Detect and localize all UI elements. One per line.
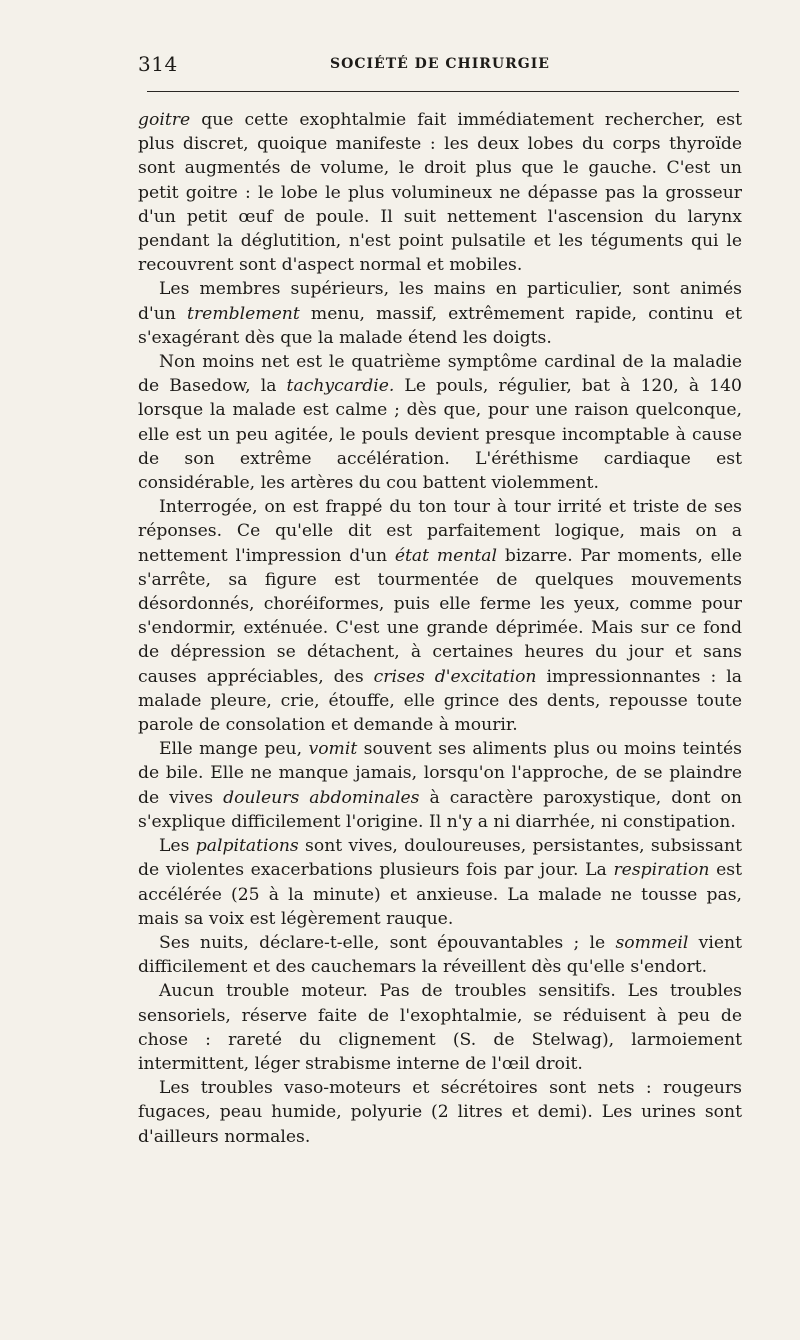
paragraph: [138, 108, 742, 277]
paragraph: [138, 737, 742, 834]
text-run: Elle mange peu,: [159, 739, 309, 760]
text-run: sont vives, douloureuses, persistantes, subsissant de violentes exacerbations plusieurs fois par jour. La: [138, 836, 742, 881]
text-run: vient difficilement et des cauchemars la réveillent dès qu'elle s'endort.: [138, 932, 742, 978]
text-run: Les troubles vaso-moteurs et sécrétoires sont nets : rougeurs fugaces, peau humide, polyurie (2 litres et demi). Les urines sont d'ailleurs normales.: [138, 1078, 742, 1147]
text-run: Le pouls, régulier, bat à 120, à 140 lorsque la malade est calme ; dès que, pour une raison quelconque, elle est un peu agitée, le pouls devient presque incomptable à cause de son extrême accélération. L'éréthisme cardiaque est considérable, les artères du cou battent violemment.: [138, 376, 742, 494]
paragraph: [138, 350, 742, 495]
italic-term: tremblement: [187, 303, 300, 324]
italic-term: état mental: [394, 545, 498, 566]
text-run: Les: [159, 836, 196, 857]
paragraph: [138, 979, 742, 1076]
italic-term: crises d'excitation: [373, 666, 537, 687]
text-run: Les membres supérieurs, les mains en particulier, sont animés d'un: [138, 279, 742, 324]
paragraph: [138, 834, 742, 931]
italic-term: douleurs abdominales: [223, 787, 420, 808]
text-run: est accélérée (25 à la minute) et anxieuse. La malade ne tousse pas, mais sa voix est légèrement rauque.: [138, 860, 742, 929]
italic-term: goitre: [138, 110, 191, 130]
paragraph: [138, 1076, 742, 1149]
text-run: à caractère paroxystique, dont on s'explique difficilement l'origine. Il n'y a ni diarrhée, ni constipation.: [138, 787, 742, 832]
italic-term: palpitations: [195, 836, 299, 857]
body-text: [138, 108, 742, 1149]
italic-term: sommeil: [615, 932, 689, 953]
running-head: SOCIÉTÉ DE CHIRURGIE: [330, 56, 550, 72]
paragraph: [138, 277, 742, 350]
text-run: Interrogée, on est frappé du ton tour à tour irrité et triste de ses réponses. Ce qu'elle dit est parfaitement logique, mais on a nettement l'impression d'un: [138, 497, 742, 566]
paragraph: [138, 931, 742, 979]
page-header: [138, 52, 742, 80]
text-run: Ses nuits, déclare-t-elle, sont épouvantables ; le: [159, 932, 616, 953]
italic-term: tachycardie.: [286, 376, 395, 397]
text-run: menu, massif, extrêmement rapide, continu et s'exagérant dès que la malade étend les doigts.: [138, 303, 742, 348]
page-number: 314: [138, 52, 178, 76]
italic-term: vomit: [308, 739, 358, 760]
text-run: Aucun trouble moteur. Pas de troubles sensitifs. Les troubles sensoriels, réserve faite de l'exophtalmie, se réduisent à peu de chose : rareté du clignement (S. de Stelwag), larmoiement intermittent, léger strabisme interne de l'œil droit.: [138, 981, 742, 1074]
text-run: que cette exophtalmie fait immédiatement rechercher, est plus discret, quoique manifeste : les deux lobes du corps thyroïde sont augmentés de volume, le droit plus que le gauche. C'est un petit goitre : le lobe le plus volumineux ne dépasse pas la grosseur d'un petit œuf de poule. Il suit nettement l'ascension du larynx pendant la déglutition, n'est point pulsatile et les téguments qui le recouvrent sont d'aspect normal et mobiles.: [138, 110, 742, 276]
text-run: Non moins net est le quatrième symptôme cardinal de la maladie de Basedow, la: [138, 352, 742, 397]
text-run: souvent ses aliments plus ou moins teintés de bile. Elle ne manque jamais, lorsqu'on l'approche, de se plaindre de vives: [138, 739, 742, 808]
paragraph: [138, 495, 742, 737]
text-run: bizarre. Par moments, elle s'arrête, sa figure est tourmentée de quelques mouvements désordonnés, choréiformes, puis elle ferme les yeux, comme pour s'endormir, exténuée. C'est une grande déprimée. Mais sur ce fond de dépression se détachent, à certaines heures du jour et sans causes appréciables, des: [138, 545, 742, 687]
header-rule: [147, 91, 739, 92]
italic-term: respiration: [613, 860, 710, 881]
text-run: impressionnantes : la malade pleure, crie, étouffe, elle grince des dents, repousse toute parole de consolation et demande à mourir.: [138, 666, 743, 736]
